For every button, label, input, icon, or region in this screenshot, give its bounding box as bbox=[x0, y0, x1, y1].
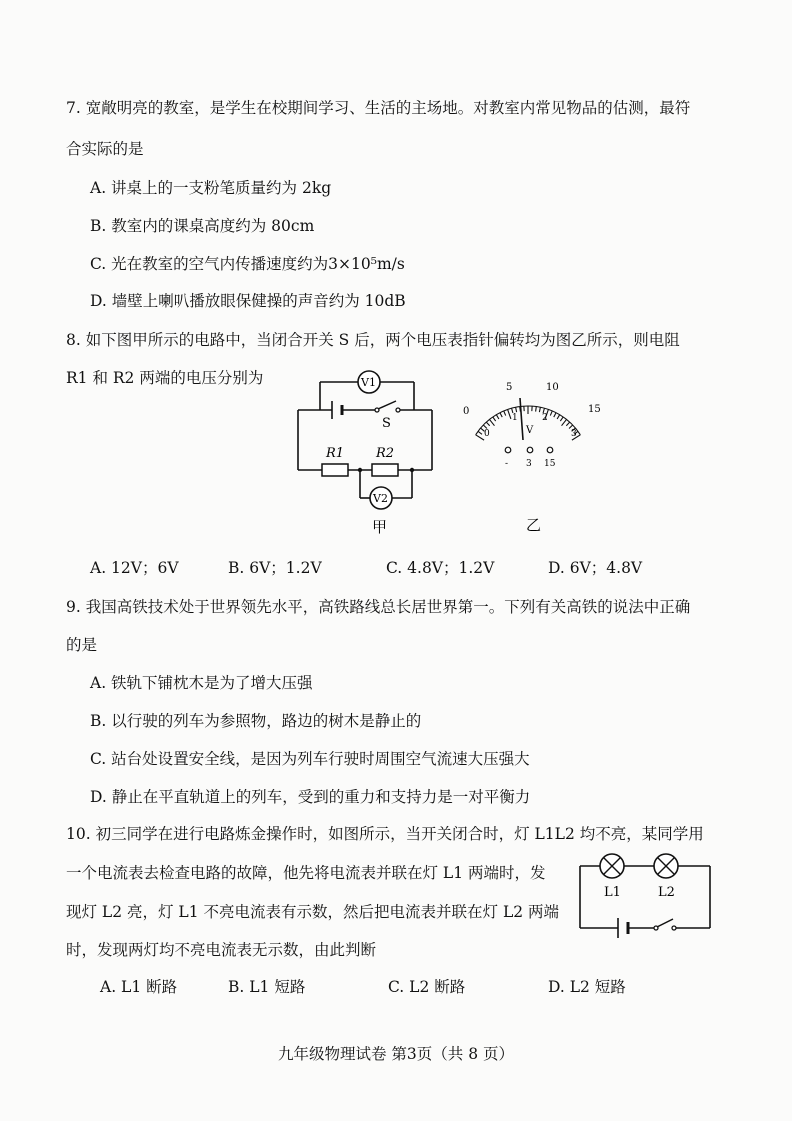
resistor-r2-label: R2 bbox=[376, 446, 395, 461]
junction-dot bbox=[358, 468, 362, 472]
switch-contact-right bbox=[672, 926, 676, 930]
figure-yi-caption: 乙 bbox=[526, 516, 542, 534]
dial-bottom-tick-3: 3 bbox=[571, 429, 577, 439]
q8-stem-line1: 8. 如下图甲所示的电路中，当闭合开关 S 后，两个电压表指针偏转均为图乙所示，则电阻 bbox=[66, 331, 680, 349]
dial-tick bbox=[562, 419, 567, 425]
q7-stem-line1: 7. 宽敞明亮的教室，是学生在校期间学习、生活的主场地。对教室内常见物品的估测，最符 bbox=[66, 99, 691, 117]
lamp-l2-label: L2 bbox=[658, 885, 675, 900]
q7-option-a: A. 讲桌上的一支粉笔质量约为 2kg bbox=[90, 179, 332, 197]
q8-option-b: B. 6V；1.2V bbox=[228, 559, 322, 577]
dial-tick bbox=[566, 422, 569, 426]
dial-tick bbox=[486, 422, 489, 426]
dial-tick bbox=[569, 425, 573, 428]
dial-top-tick-10: 10 bbox=[546, 382, 559, 393]
q10-stem-line3: 现灯 L2 亮，灯 L1 不亮电流表有示数，然后把电流表并联在灯 L2 两端 bbox=[66, 903, 560, 921]
resistor-r2 bbox=[372, 464, 398, 476]
dial-tick bbox=[496, 415, 499, 419]
junction-dot bbox=[410, 468, 414, 472]
terminal-3v-label: 3 bbox=[526, 459, 532, 469]
dial-tick bbox=[504, 411, 506, 416]
switch-blade bbox=[378, 401, 396, 409]
terminal-15v-label: 15 bbox=[544, 459, 556, 469]
q8-stem-line2: R1 和 R2 两端的电压分别为 bbox=[66, 369, 264, 387]
dial-tick bbox=[478, 431, 482, 434]
q10-stem-line4: 时，发现两灯均不亮电流表无示数，由此判断 bbox=[66, 941, 377, 959]
dial-top-tick-0: 0 bbox=[463, 406, 470, 417]
dial-tick bbox=[516, 407, 517, 412]
q9-option-b: B. 以行驶的列车为参照物，路边的树木是静止的 bbox=[90, 712, 422, 730]
dial-tick bbox=[493, 417, 496, 421]
terminal-negative bbox=[505, 447, 511, 453]
q10-option-b: B. L1 短路 bbox=[228, 978, 306, 996]
dial-tick bbox=[554, 413, 556, 417]
dial-bottom-tick-2: 2 bbox=[542, 413, 548, 423]
q7-option-d: D. 墙壁上喇叭播放眼保健操的声音约为 10dB bbox=[90, 292, 406, 310]
terminal-3v bbox=[527, 447, 533, 453]
lamp-l2 bbox=[654, 854, 678, 878]
dial-tick bbox=[489, 419, 494, 425]
dial-tick bbox=[483, 425, 487, 428]
dial-tick bbox=[500, 413, 502, 417]
dial-tick bbox=[557, 415, 560, 419]
q9-option-d: D. 静止在平直轨道上的列车，受到的重力和支持力是一对平衡力 bbox=[90, 788, 531, 806]
resistor-r1-label: R1 bbox=[326, 446, 345, 461]
dial-tick bbox=[536, 407, 537, 412]
dial-needle bbox=[520, 398, 523, 440]
voltmeter-dial-yi bbox=[458, 378, 608, 538]
dial-tick bbox=[508, 409, 511, 418]
dial-unit: V bbox=[526, 425, 534, 436]
q10-stem-line1: 10. 初三同学在进行电路炼金操作时，如图所示，当开关闭合时，灯 L1L2 均不亮，某同学用 bbox=[66, 825, 704, 843]
dial-bottom-tick-1: 1 bbox=[512, 413, 518, 423]
q9-stem-line1: 9. 我国高铁技术处于世界领先水平，高铁路线总长居世界第一。下列有关高铁的说法中正确 bbox=[66, 598, 691, 616]
lamp-l1-label: L1 bbox=[604, 885, 621, 900]
q10-option-d: D. L2 短路 bbox=[548, 978, 626, 996]
circuit-diagram-q10 bbox=[574, 848, 724, 938]
voltmeter-v2-label: V2 bbox=[373, 492, 388, 505]
dial-tick bbox=[550, 411, 552, 416]
dial-tick bbox=[539, 407, 540, 412]
figure-jia-caption: 甲 bbox=[372, 518, 388, 535]
q9-option-a: A. 铁轨下铺枕木是为了增大压强 bbox=[90, 674, 313, 692]
dial-bottom-tick-0: 0 bbox=[484, 429, 490, 439]
q7-option-b: B. 教室内的课桌高度约为 80cm bbox=[90, 217, 315, 235]
dial-top-tick-15: 15 bbox=[588, 404, 601, 415]
dial-tick bbox=[476, 435, 484, 440]
terminal-15v bbox=[547, 447, 553, 453]
q9-option-c: C. 站台处设置安全线，是因为列车行驶时周围空气流速大压强大 bbox=[90, 750, 530, 768]
q10-option-c: C. L2 断路 bbox=[388, 978, 466, 996]
q8-option-d: D. 6V；4.8V bbox=[548, 559, 643, 577]
lamp-l1 bbox=[600, 854, 624, 878]
q8-option-c: C. 4.8V；1.2V bbox=[386, 559, 495, 577]
q7-option-c: C. 光在教室的空气内传播速度约为3×10⁵m/s bbox=[90, 255, 405, 273]
page-footer: 九年级物理试卷 第3页（共 8 页） bbox=[277, 1045, 514, 1063]
q8-option-a: A. 12V；6V bbox=[90, 559, 179, 577]
dial-top-tick-5: 5 bbox=[506, 382, 513, 393]
q10-stem-line2: 一个电流表去检查电路的故障，他先将电流表并联在灯 L1 两端时，发 bbox=[66, 864, 546, 882]
q9-stem-line2: 的是 bbox=[66, 636, 98, 654]
switch-label: S bbox=[382, 416, 391, 431]
terminal-negative-label: - bbox=[505, 459, 509, 469]
voltmeter-v1-label: V1 bbox=[361, 376, 376, 389]
dial-tick bbox=[560, 417, 563, 421]
q7-stem-line2: 合实际的是 bbox=[66, 140, 144, 158]
switch-blade bbox=[657, 919, 673, 927]
switch-contact-right bbox=[396, 408, 400, 412]
resistor-r1 bbox=[322, 464, 348, 476]
circuit-diagram-jia bbox=[290, 370, 440, 535]
q10-option-a: A. L1 断路 bbox=[100, 978, 178, 996]
